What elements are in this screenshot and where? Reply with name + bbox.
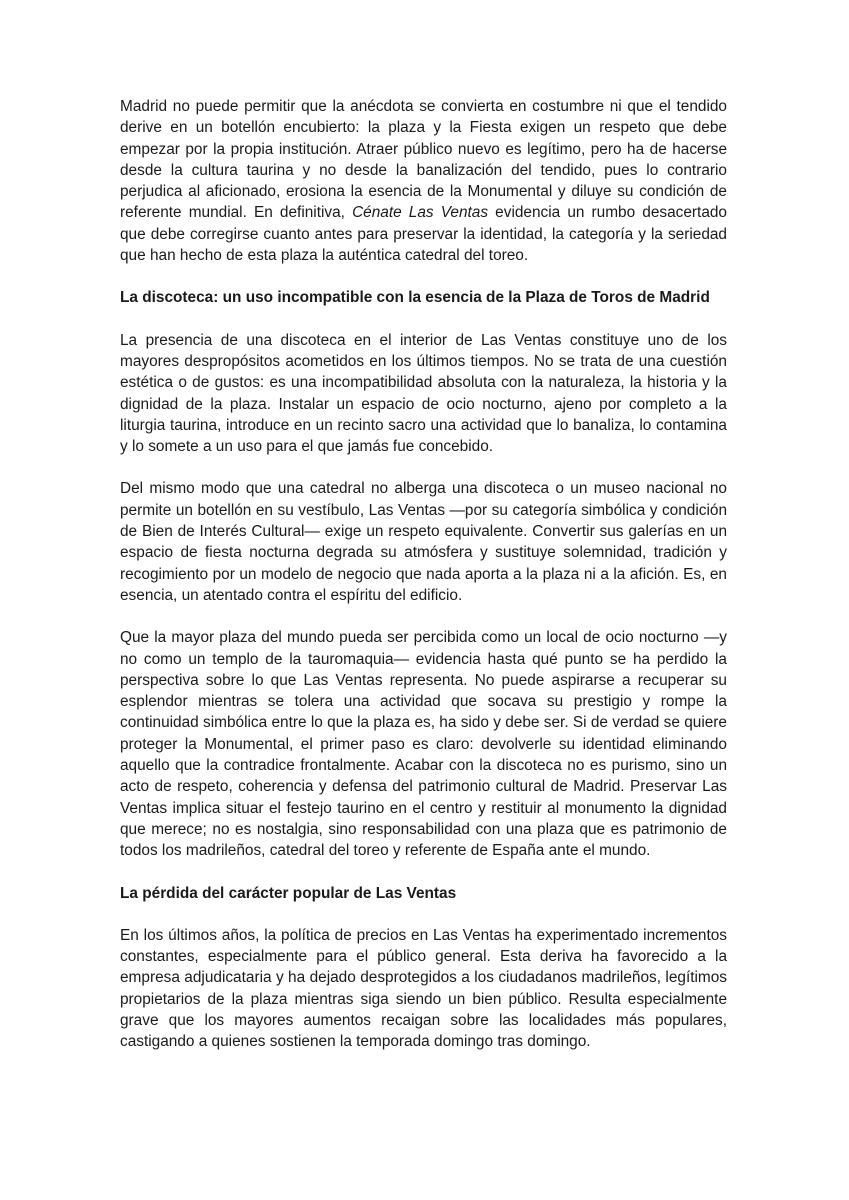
spacer <box>120 606 727 627</box>
paragraph-catedral-comparison: Del mismo modo que una catedral no alberga una discoteca o un museo nacional no permite un botellón en su vestíbulo, Las Ventas —por su categoría simbólica y condición de Bien de Interés Cultural— exige un respeto equivalente. Convertir sus galerías en un espacio de fiesta nocturna degrada su atmósfera y sustituye solemnidad, tradición y recogimiento por un modelo de negocio que nada aporta a la plaza ni a la afición. Es, en esencia, un atentado contra el espíritu del edificio. <box>120 480 727 604</box>
spacer <box>120 266 727 287</box>
paragraph-precios: En los últimos años, la política de precios en Las Ventas ha experimentado incrementos constantes, especialmente para el público general. Esta deriva ha favorecido a la empresa adjudicataria y ha dejado desprotegidos a los ciudadanos madrileños, legítimos propietarios de la plaza mientras siga siendo un bien público. Resulta especialmente grave que los mayores aumentos recaigan sobre las localidades más populares, castigando a quienes sostienen la temporada domingo tras domingo. <box>120 926 727 1051</box>
paragraph-conclusion <box>120 96 727 266</box>
paragraph-templo-tauromaquia: Que la mayor plaza del mundo pueda ser percibida como un local de ocio nocturno —y no como un templo de la tauromaquia— evidencia hasta qué punto se ha perdido la perspectiva sobre lo que Las Ventas representa. No puede aspirarse a recuperar su esplendor mientras se tolera una actividad que socava su prestigio y rompe la continuidad simbólica entre lo que la plaza es, ha sido y debe ser. Si de verdad se quiere proteger la Monumental, el primer paso es claro: devolverle su identidad eliminando aquello que la contradice frontalmente. Acabar con la discoteca no es purismo, sino un acto de respeto, coherencia y defensa del patrimonio cultural de Madrid. Preservar Las Ventas implica situar el festejo taurino en el centro y restituir al monumento la dignidad que merece; no es nostalgia, sino responsabilidad con una plaza que es patrimonio de todos los madrileños, catedral del toreo y referente de España ante el mundo. <box>120 629 727 860</box>
campaign-name-italic: Cénate Las Ventas <box>352 204 489 222</box>
paragraph-text: evidencia un rumbo desacertado que debe corregirse cuanto antes para preservar la identidad, la categoría y la seriedad que han hecho de esta plaza la auténtica catedral del toreo. <box>120 204 727 265</box>
paragraph-text: Madrid no puede permitir que la anécdota se convierta en costumbre ni que el tendido derive en un botellón encubierto: la plaza y la Fiesta exigen un respeto que debe empezar por la propia institución. Atraer público nuevo es legítimo, pero ha de hacerse desde la cultura taurina y no desde la banalización del tendido, pues lo contrario perjudica al aficionado, erosiona la esencia de la Monumental y diluye su condición de referente mundial. En definitiva, <box>120 98 727 222</box>
spacer <box>120 457 727 478</box>
paragraph-discoteca-intro: La presencia de una discoteca en el interior de Las Ventas constituye uno de los mayores despropósitos acometidos en los últimos tiempos. No se trata de una cuestión estética o de gustos: es una incompatibilidad absoluta con la naturaleza, la historia y la dignidad de la plaza. Instalar un espacio de ocio nocturno, ajeno por completo a la liturgia taurina, introduce en un recinto sacro una actividad que lo banaliza, lo contamina y lo somete a un uso para el que jamás fue concebido. <box>120 331 727 456</box>
document-page <box>120 96 727 1053</box>
section-heading-discoteca: La discoteca: un uso incompatible con la esencia de la Plaza de Toros de Madrid <box>120 289 710 307</box>
spacer <box>120 309 727 330</box>
section-heading-caracter-popular: La pérdida del carácter popular de Las Ventas <box>120 884 457 902</box>
spacer <box>120 904 727 925</box>
spacer <box>120 862 727 883</box>
